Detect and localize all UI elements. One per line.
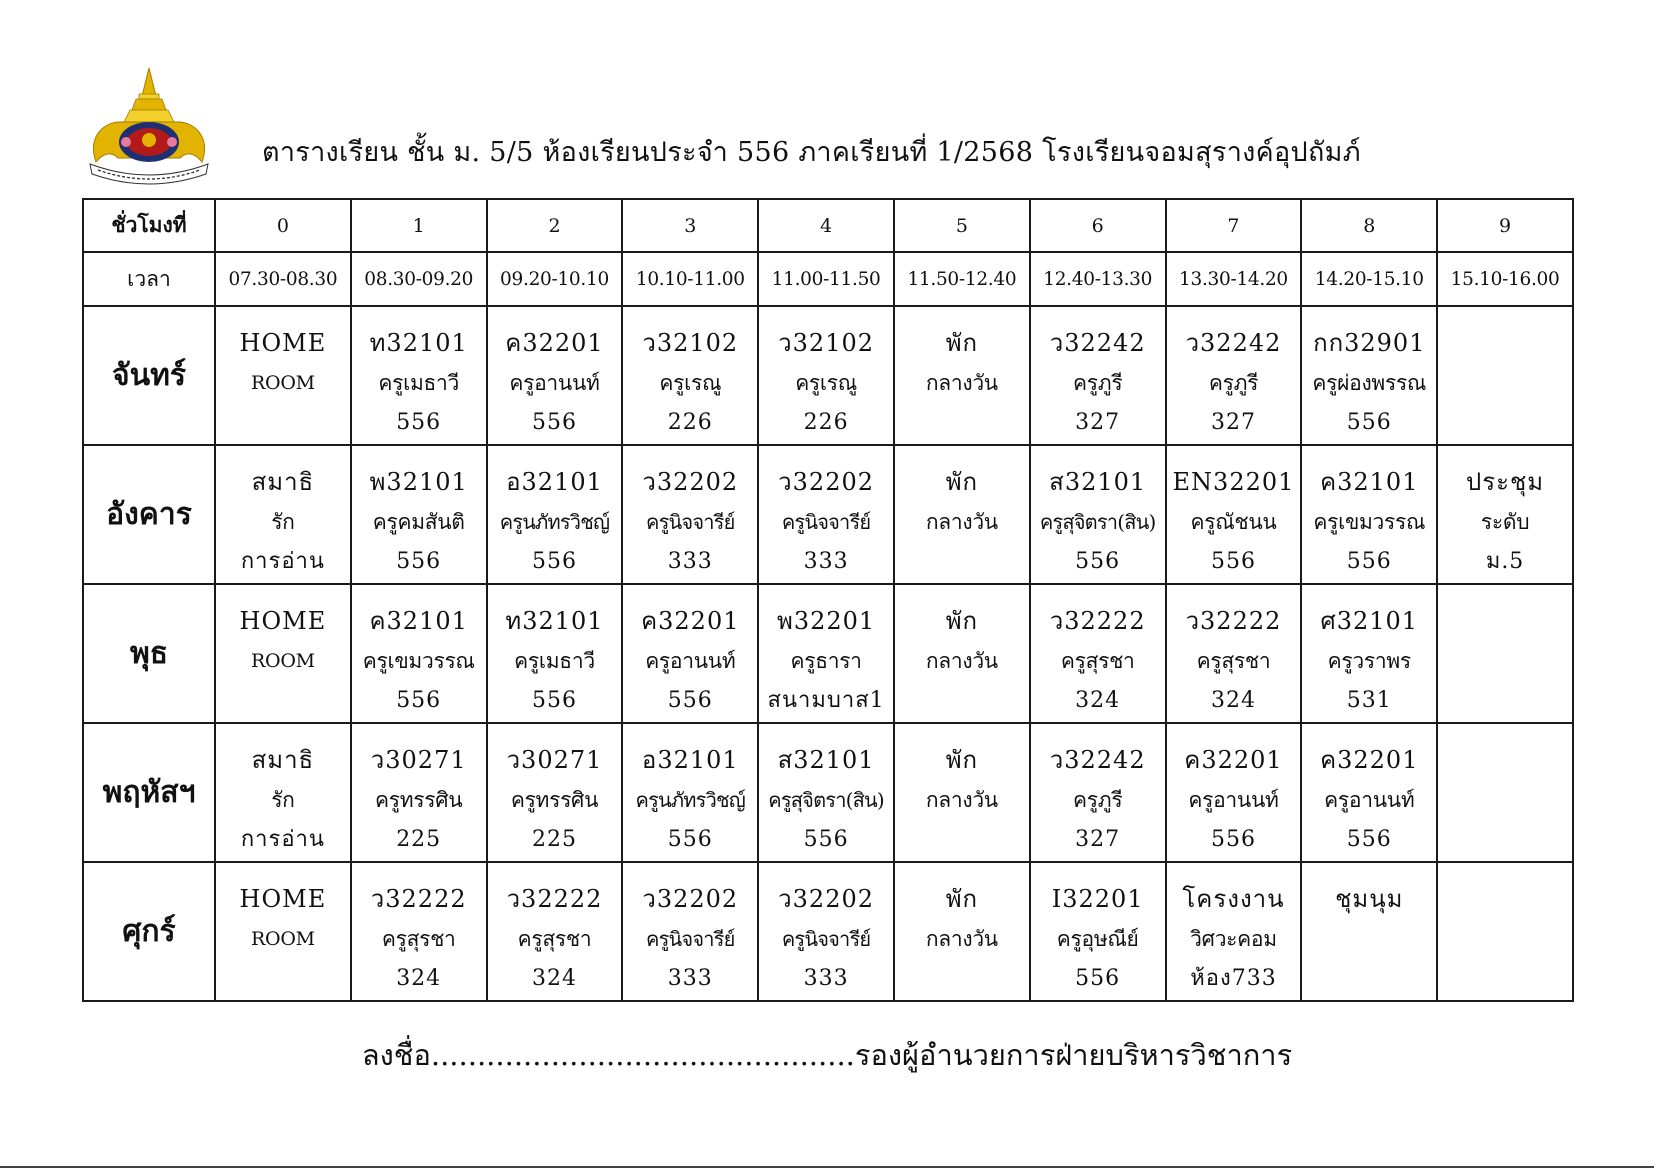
course-code: อ32101 — [506, 468, 603, 496]
course-code: ค32201 — [1184, 746, 1283, 774]
teacher-name: ครูนิจจารีย์ — [781, 927, 871, 951]
day-row — [83, 445, 1573, 584]
room-number: ห้อง733 — [1190, 966, 1277, 991]
course-code: พัก — [945, 746, 979, 774]
course-code: ค32201 — [1320, 746, 1419, 774]
class-cell-content — [895, 589, 1029, 718]
course-code: ว32242 — [1049, 746, 1146, 774]
class-cell-content — [1031, 450, 1165, 579]
course-code: I32201 — [1051, 885, 1144, 913]
teacher-name: ครูอานนท์ — [1188, 788, 1279, 812]
school-crest-logo — [84, 66, 214, 190]
room-number: 556 — [1346, 827, 1392, 852]
class-cell — [758, 862, 894, 1001]
class-cell-content — [1031, 728, 1165, 857]
room-number: 225 — [531, 827, 577, 852]
class-cell — [758, 584, 894, 723]
course-code: พัก — [945, 468, 979, 496]
course-code: ว32202 — [778, 468, 874, 496]
course-code: พ32201 — [777, 607, 876, 635]
course-code: ค32101 — [1320, 468, 1419, 496]
class-cell-content — [216, 311, 350, 440]
course-code: ว32222 — [506, 885, 603, 913]
room-number: 556 — [531, 549, 577, 574]
class-cell — [1030, 445, 1166, 584]
teacher-name: ครูเขมวรรณ — [1313, 510, 1426, 534]
teacher-name: ครูผ่องพรรณ — [1312, 371, 1427, 395]
class-cell-content — [488, 589, 622, 718]
course-code: ส32101 — [777, 746, 875, 774]
page-title: ตารางเรียน ชั้น ม. 5/5 ห้องเรียนประจำ 556 ภาคเรียนที่ 1/2568 โรงเรียนจอมสุรางค์อุปถัมภ์ — [262, 137, 1361, 168]
class-cell-content — [623, 450, 757, 579]
teacher-name: ครูนภัทรวิชญ์ — [635, 788, 746, 812]
period-number: 0 — [215, 199, 351, 252]
class-cell-content — [1438, 311, 1572, 440]
class-cell — [1437, 584, 1573, 723]
teacher-name: ครูวราพร — [1327, 649, 1411, 673]
class-cell-content — [1167, 311, 1301, 440]
class-cell-content — [1302, 867, 1436, 996]
class-cell-content — [1302, 450, 1436, 579]
course-code: โครงงาน — [1182, 885, 1285, 913]
course-code: พัก — [945, 607, 979, 635]
teacher-name: ROOM — [251, 650, 315, 672]
class-cell — [622, 862, 758, 1001]
class-cell-content — [488, 867, 622, 996]
period-time: 08.30-09.20 — [351, 252, 487, 306]
class-cell-content — [1167, 450, 1301, 579]
class-cell — [1166, 723, 1302, 862]
room-number: ม.5 — [1485, 549, 1525, 574]
class-cell-content — [488, 728, 622, 857]
class-cell — [894, 723, 1030, 862]
teacher-name: ครูนิจจารีย์ — [781, 510, 871, 534]
class-cell-content — [759, 450, 893, 579]
class-cell — [1437, 445, 1573, 584]
class-cell-content — [216, 728, 350, 857]
teacher-name: กลางวัน — [925, 371, 998, 395]
day-name: จันทร์ — [83, 306, 215, 445]
class-cell — [622, 445, 758, 584]
room-number: 556 — [396, 410, 442, 435]
period-number: 3 — [622, 199, 758, 252]
teacher-name: ครูเรณู — [795, 371, 857, 395]
class-cell — [1030, 862, 1166, 1001]
class-cell — [622, 723, 758, 862]
class-cell-content — [1302, 728, 1436, 857]
class-cell-content — [759, 867, 893, 996]
class-cell-content — [895, 728, 1029, 857]
course-code: ว32102 — [642, 329, 739, 357]
day-row — [83, 862, 1573, 1001]
teacher-name: ครูสุรชา — [1196, 649, 1271, 673]
class-cell-content — [895, 450, 1029, 579]
class-cell — [894, 862, 1030, 1001]
course-code: ว32222 — [1185, 607, 1282, 635]
course-code: ว32202 — [642, 885, 739, 913]
teacher-name: ครูทรรศิน — [510, 788, 599, 812]
period-number: 1 — [351, 199, 487, 252]
class-cell — [1301, 584, 1437, 723]
class-cell — [351, 306, 487, 445]
course-code: ค32201 — [505, 329, 604, 357]
course-code: ค32101 — [369, 607, 468, 635]
course-code: ศ32101 — [1320, 607, 1419, 635]
class-cell — [894, 445, 1030, 584]
class-cell-content — [216, 450, 350, 579]
day-row — [83, 306, 1573, 445]
room-number: 324 — [396, 966, 442, 991]
period-header-row — [83, 199, 1573, 252]
period-number: 9 — [1437, 199, 1573, 252]
class-cell — [894, 306, 1030, 445]
course-code: ว32222 — [370, 885, 467, 913]
room-number: 324 — [531, 966, 577, 991]
crest-icon — [84, 66, 214, 190]
class-cell — [487, 862, 623, 1001]
class-cell-content — [895, 311, 1029, 440]
teacher-name: ครูสุรชา — [517, 927, 592, 951]
period-time: 09.20-10.10 — [487, 252, 623, 306]
teacher-name: ครูภูรี — [1208, 371, 1259, 395]
room-number: 324 — [1075, 688, 1121, 713]
period-time: 12.40-13.30 — [1030, 252, 1166, 306]
teacher-name: ครูณัชนน — [1190, 510, 1277, 534]
room-number: 556 — [1346, 410, 1392, 435]
teacher-name: ครูภูรี — [1073, 788, 1123, 812]
teacher-name: กลางวัน — [925, 510, 998, 534]
teacher-name: ROOM — [251, 372, 315, 394]
time-label: เวลา — [83, 252, 215, 306]
day-row — [83, 723, 1573, 862]
teacher-name: กลางวัน — [925, 927, 998, 951]
class-cell — [1301, 445, 1437, 584]
class-cell — [758, 306, 894, 445]
course-code: อ32101 — [641, 746, 739, 774]
class-cell — [894, 584, 1030, 723]
course-code: สมาธิ — [251, 468, 315, 496]
teacher-name: รัก — [271, 788, 295, 812]
class-cell — [1166, 306, 1302, 445]
class-cell — [1030, 723, 1166, 862]
period-number: 2 — [487, 199, 623, 252]
class-cell-content — [1167, 867, 1301, 996]
class-cell — [1301, 723, 1437, 862]
class-cell-content — [1031, 867, 1165, 996]
period-label: ชั่วโมงที่ — [83, 199, 215, 252]
class-cell — [351, 862, 487, 1001]
course-code: ประชุม — [1466, 468, 1545, 496]
teacher-name: ครูสุจิตรา(สิน) — [1039, 510, 1156, 534]
period-number: 5 — [894, 199, 1030, 252]
class-cell-content — [759, 589, 893, 718]
course-code: พ32101 — [369, 468, 468, 496]
period-number: 8 — [1301, 199, 1437, 252]
room-number: 531 — [1346, 688, 1392, 713]
class-cell-content — [1438, 867, 1572, 996]
room-number: การอ่าน — [240, 549, 325, 574]
teacher-name: ครูภูรี — [1073, 371, 1123, 395]
class-cell-content — [623, 728, 757, 857]
class-cell — [1437, 862, 1573, 1001]
class-cell-content — [1167, 589, 1301, 718]
teacher-name: กลางวัน — [925, 788, 998, 812]
course-code: ว32202 — [778, 885, 874, 913]
day-name: พฤหัสฯ — [83, 723, 215, 862]
teacher-name: ครูอานนท์ — [645, 649, 736, 673]
class-cell-content — [895, 867, 1029, 996]
course-code: ชุมนุม — [1335, 885, 1404, 913]
course-code: ว32202 — [642, 468, 739, 496]
period-number: 6 — [1030, 199, 1166, 252]
class-cell-content — [623, 589, 757, 718]
class-cell — [487, 723, 623, 862]
room-number: 556 — [396, 549, 442, 574]
period-time: 11.50-12.40 — [894, 252, 1030, 306]
class-cell-content — [1031, 589, 1165, 718]
teacher-name: ครูเขมวรรณ — [362, 649, 475, 673]
day-name: พุธ — [83, 584, 215, 723]
room-number: 556 — [1346, 549, 1392, 574]
class-cell — [487, 584, 623, 723]
class-cell-content — [1302, 311, 1436, 440]
period-time: 15.10-16.00 — [1437, 252, 1573, 306]
room-number: 556 — [1210, 549, 1256, 574]
course-code: ว32102 — [778, 329, 874, 357]
teacher-name: ครูสุรชา — [1060, 649, 1135, 673]
course-code: HOME — [239, 885, 327, 913]
class-cell — [622, 306, 758, 445]
class-cell — [351, 584, 487, 723]
class-cell — [487, 445, 623, 584]
period-time: 14.20-15.10 — [1301, 252, 1437, 306]
class-cell-content — [1302, 589, 1436, 718]
course-code: ว32222 — [1049, 607, 1146, 635]
room-number: สนามบาส1 — [767, 688, 885, 713]
room-number: 333 — [803, 966, 849, 991]
class-cell — [1166, 584, 1302, 723]
class-cell-content — [1438, 589, 1572, 718]
room-number: การอ่าน — [240, 827, 325, 852]
class-cell — [215, 584, 351, 723]
class-cell-content — [488, 450, 622, 579]
course-code: สมาธิ — [251, 746, 315, 774]
course-code: ท32101 — [505, 607, 604, 635]
class-cell — [1437, 306, 1573, 445]
class-cell — [1301, 306, 1437, 445]
teacher-name: ระดับ — [1480, 510, 1530, 534]
room-number: 226 — [667, 410, 713, 435]
class-cell — [215, 862, 351, 1001]
period-number: 7 — [1166, 199, 1302, 252]
room-number: 556 — [531, 688, 577, 713]
room-number: 333 — [803, 549, 849, 574]
class-cell-content — [352, 450, 486, 579]
class-cell-content — [216, 589, 350, 718]
period-number: 4 — [758, 199, 894, 252]
teacher-name: ROOM — [251, 928, 315, 950]
class-cell-content — [352, 867, 486, 996]
class-cell — [1166, 445, 1302, 584]
room-number: 333 — [667, 966, 713, 991]
room-number: 556 — [1075, 966, 1121, 991]
room-number: 556 — [803, 827, 849, 852]
course-code: กก32901 — [1313, 329, 1426, 357]
teacher-name: ครูทรรศิน — [375, 788, 463, 812]
class-cell-content — [1167, 728, 1301, 857]
period-time: 10.10-11.00 — [622, 252, 758, 306]
room-number: 556 — [1075, 549, 1121, 574]
class-cell — [1437, 723, 1573, 862]
course-code: ว32242 — [1049, 329, 1146, 357]
room-number: 327 — [1210, 410, 1256, 435]
course-code: EN32201 — [1172, 468, 1295, 496]
teacher-name: ครูนภัทรวิชญ์ — [499, 510, 610, 534]
teacher-name: วิศวะคอม — [1190, 927, 1277, 951]
class-cell-content — [623, 311, 757, 440]
class-cell — [215, 306, 351, 445]
room-number: 556 — [1210, 827, 1256, 852]
teacher-name: ครูเมธาวี — [514, 649, 595, 673]
course-code: ท32101 — [369, 329, 468, 357]
teacher-name: ครูสุจิตรา(สิน) — [768, 788, 884, 812]
room-number: 556 — [667, 688, 713, 713]
teacher-name: รัก — [271, 510, 295, 534]
course-code: HOME — [239, 607, 327, 635]
room-number: 327 — [1075, 410, 1121, 435]
teacher-name: กลางวัน — [925, 649, 998, 673]
class-cell-content — [216, 867, 350, 996]
teacher-name: ครูเรณู — [659, 371, 722, 395]
class-cell-content — [352, 589, 486, 718]
course-code: ว30271 — [506, 746, 603, 774]
teacher-name: ครูอุษณีย์ — [1056, 927, 1139, 951]
day-row — [83, 584, 1573, 723]
class-cell-content — [759, 311, 893, 440]
teacher-name: ครูคมสันติ — [372, 510, 465, 534]
class-cell — [215, 723, 351, 862]
class-cell — [758, 723, 894, 862]
room-number: 324 — [1210, 688, 1256, 713]
signature-line: ลงชื่อ..............................................รองผู้อำนวยการฝ่ายบริหารวิชาการ — [361, 1038, 1293, 1072]
teacher-name: ครูธารา — [790, 649, 862, 673]
room-number: 556 — [667, 827, 713, 852]
class-cell — [487, 306, 623, 445]
teacher-name: ครูนิจจารีย์ — [646, 927, 735, 951]
room-number: 226 — [803, 410, 849, 435]
class-cell — [351, 723, 487, 862]
class-cell-content — [352, 311, 486, 440]
class-cell-content — [759, 728, 893, 857]
room-number: 225 — [396, 827, 442, 852]
class-cell-content — [352, 728, 486, 857]
class-cell-content — [1031, 311, 1165, 440]
course-code: ว30271 — [370, 746, 467, 774]
teacher-name: ครูนิจจารีย์ — [646, 510, 735, 534]
class-cell — [758, 445, 894, 584]
course-code: พัก — [945, 885, 979, 913]
room-number: 556 — [396, 688, 442, 713]
period-time: 07.30-08.30 — [215, 252, 351, 306]
teacher-name: ครูเมธาวี — [378, 371, 460, 395]
class-cell — [351, 445, 487, 584]
course-code: ว32242 — [1185, 329, 1282, 357]
course-code: HOME — [239, 329, 327, 357]
course-code: พัก — [945, 329, 979, 357]
period-time: 11.00-11.50 — [758, 252, 894, 306]
teacher-name: ครูอานนท์ — [509, 371, 600, 395]
class-cell-content — [488, 311, 622, 440]
teacher-name: ครูอานนท์ — [1324, 788, 1415, 812]
bottom-divider — [0, 1166, 1654, 1168]
course-code: ส32101 — [1049, 468, 1147, 496]
day-name: ศุกร์ — [83, 862, 215, 1001]
class-cell-content — [1438, 450, 1572, 579]
class-cell — [1030, 306, 1166, 445]
class-cell — [622, 584, 758, 723]
course-code: ค32201 — [641, 607, 740, 635]
timetable — [82, 198, 1574, 1002]
room-number: 556 — [531, 410, 577, 435]
day-name: อังคาร — [83, 445, 215, 584]
class-cell-content — [623, 867, 757, 996]
class-cell — [1030, 584, 1166, 723]
teacher-name: ครูสุรชา — [381, 927, 456, 951]
class-cell-content — [1438, 728, 1572, 857]
time-header-row — [83, 252, 1573, 306]
class-cell — [1301, 862, 1437, 1001]
period-time: 13.30-14.20 — [1166, 252, 1302, 306]
room-number: 327 — [1075, 827, 1121, 852]
class-cell — [215, 445, 351, 584]
room-number: 333 — [667, 549, 713, 574]
class-cell — [1166, 862, 1302, 1001]
